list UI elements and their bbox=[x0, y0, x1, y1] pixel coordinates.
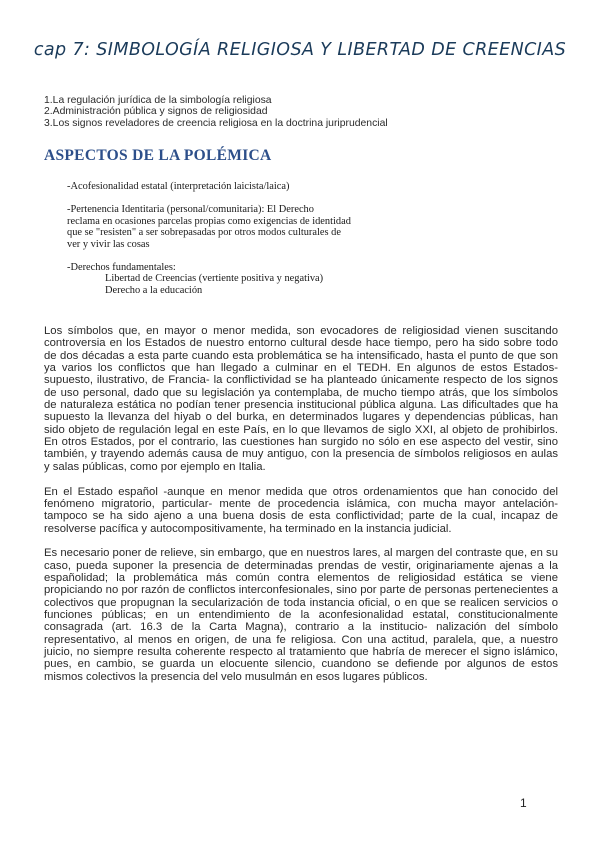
aspect-acofesionalidad: -Acofesionalidad estatal (interpretación laicista/laica) bbox=[67, 181, 290, 192]
page-title: cap 7: SIMBOLOGÍA RELIGIOSA Y LIBERTAD DE CREENCIAS bbox=[33, 40, 567, 60]
paragraph: Es necesario poner de relieve, sin embargo, que en nuestros lares, al margen del contraste que, en su caso, pueda suponer la presencia de determinadas prendas de vestir, originariamente ajenas a la españolidad; la problemática más común contra elementos de religiosidad estática se viene propiciando no por razón de conflictos interconfesionales, sino por parte de personas pertenecientes a colectivos que propugnan la secularización de toda instancia oficial, o en que se realicen servicios o funciones públicas; en un entendimiento de la aconfesionalidad estatal, constitucionalmente consagrada (art. 16.3 de la Carta Magna), contrario a la institucio- nalización del símbolo representativo, al menos en origen, de una fe religiosa. Con una actitud, paralela, que, a nuestro juicio, no siempre resulta coherente respecto al tratamiento que habría de merecer el signo islámico, pues, en cambio, se guarda un elocuente silencio, cuandono se defiende por algunos de estos mismos colectivos la presencia del velo musulmán en esos lugares públicos. bbox=[44, 547, 558, 683]
paragraph: En el Estado español -aunque en menor medida que otros ordenamientos que han conocido del fenómeno migratorio, particular- mente de procedencia islámica, con mucha mayor antelación-tampoco se ha sido ajeno a una buena dosis de esta conflictividad; parte de la cual, incapaz de resolverse pacífica y autocompositivamente, ha terminado en la instancia judicial. bbox=[44, 485, 558, 535]
aspect-pertenencia-line: ver y vivir las cosas bbox=[67, 238, 150, 250]
toc-item: 1.La regulación jurídica de la simbología religiosa bbox=[44, 95, 272, 106]
section-heading: ASPECTOS DE LA POLÉMICA bbox=[44, 147, 272, 164]
aspect-derechos-item: Derecho a la educación bbox=[105, 284, 203, 296]
table-of-contents bbox=[44, 95, 388, 129]
aspect-pertenencia-line: que se "resisten" a ser sobrepasadas por otros modos culturales de bbox=[67, 227, 341, 238]
aspect-derechos-item: Libertad de Creencias (vertiente positiva y negativa) bbox=[105, 273, 324, 284]
aspect-pertenencia-line: reclama en ocasiones parcelas propias como exigencias de identidad bbox=[67, 215, 351, 227]
aspects-list bbox=[67, 181, 351, 296]
aspect-pertenencia-line: -Pertenencia Identitaria (personal/comunitaria): El Derecho bbox=[67, 204, 314, 215]
body-text bbox=[44, 325, 558, 695]
page-number: 1 bbox=[520, 796, 527, 810]
aspect-derechos-heading: -Derechos fundamentales: bbox=[67, 261, 176, 273]
toc-item: 3.Los signos reveladores de creencia religiosa en la doctrina juriprudencial bbox=[44, 117, 388, 129]
paragraph: Los símbolos que, en mayor o menor medida, son evocadores de religiosidad vienen suscitando controversia en los Estados de nuestro entorno cultural desde hace tiempo, pero ha sido sobre todo de dos décadas a esta parte cuando esta problemática se ha intensificado, hasta el punto de que son ya varios los conflictos que han llegado a culminar en el TEDH. En algunos de estos Estados-supuesto, ilustrativo, de Francia- la conflictividad se ha planteado únicamente respecto de los signos de uso personal, dado que su legislación ya contemplaba, de mucho tiempo atrás, que los símbolos de naturaleza estática no podían tener presencia institucional pública alguna. Las dificultades que ha supuesto la llevanza del hiyab o del burka, en determinados lugares y dependencias públicas, han sido objeto de regulación legal en este País, en lo que llevamos de siglo XXI, al objeto de prohibirlos. En otros Estados, por el contrario, las cuestiones han surgido no sólo en ese aspecto del vestir, sino también, y trayendo además causa de muy antiguo, con la presencia de símbolos religiosos en aulas y salas públicas, como por ejemplo en Italia. bbox=[44, 325, 558, 473]
toc-item: 2.Administración pública y signos de religiosidad bbox=[44, 106, 268, 118]
